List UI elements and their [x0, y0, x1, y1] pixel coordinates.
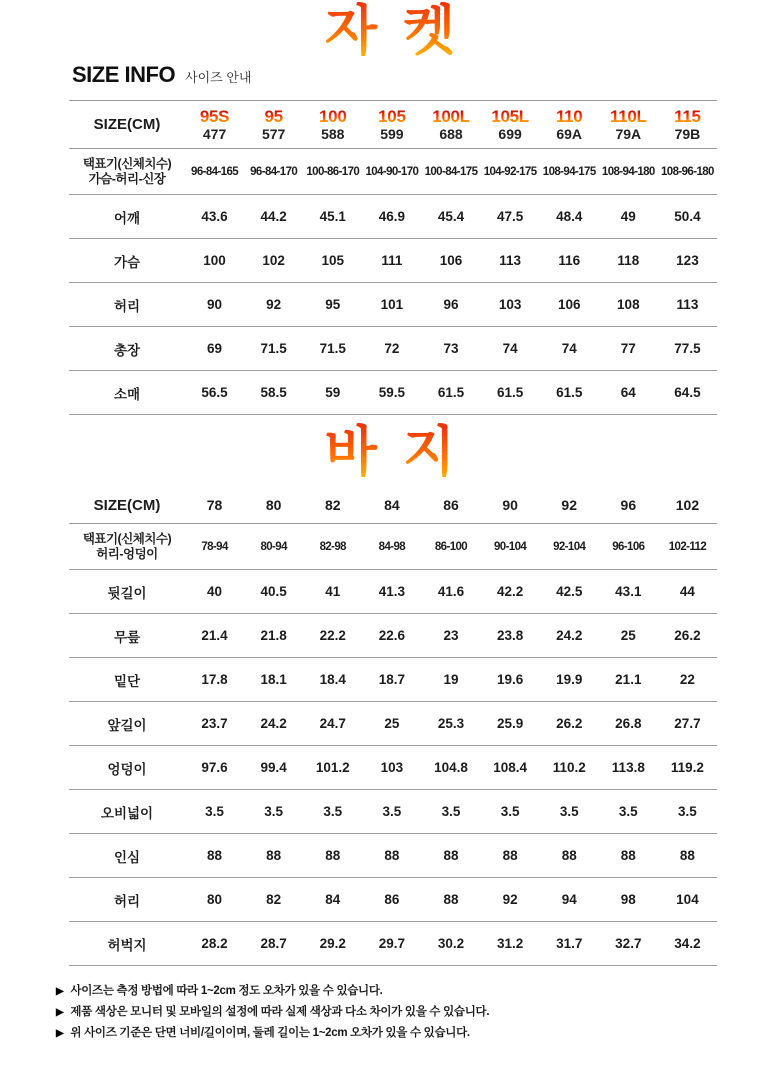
size-value-cell: 49: [620, 209, 636, 225]
size-value-cell: 100: [203, 253, 226, 269]
row-label: [69, 570, 185, 614]
table-row: [69, 702, 717, 746]
size-value-cell: 46.9: [378, 209, 406, 225]
size-column-header: [540, 101, 599, 149]
row-label-line: 택표기(신체치수): [82, 531, 172, 546]
size-value-cell: 100-86-170: [306, 165, 360, 178]
triangle-bullet-icon: ▶: [56, 1007, 64, 1019]
size-value-cell: 31.7: [556, 936, 583, 952]
size-value-cell: 26.2: [674, 628, 701, 644]
size-column-header: [244, 101, 303, 149]
row-label-line: 허리-엉덩이: [96, 546, 158, 561]
size-value-cell: 108: [617, 297, 640, 313]
size-value-cell: 69: [207, 341, 223, 357]
footnote-text: 위 사이즈 기준은 단면 너비/길이이며, 둘레 길이는 1~2cm 오차가 있을 수 있습니다.: [70, 1027, 470, 1040]
size-value-cell: 71.5: [319, 341, 346, 357]
size-column-header: [658, 488, 717, 524]
footnote-item: [56, 1002, 780, 1023]
size-value-cell: 123: [676, 253, 699, 269]
row-label: [69, 922, 185, 966]
size-value-cell: 104: [676, 892, 699, 908]
size-value-cell: 104.8: [434, 760, 468, 776]
table-row: [69, 658, 717, 702]
size-value-cell: 90-104: [493, 540, 527, 553]
size-value-cell: 103: [498, 297, 522, 313]
size-value-cell: 29.7: [378, 936, 406, 952]
size-value-cell: 88: [266, 848, 282, 864]
size-value-cell: 48.4: [556, 209, 583, 225]
size-value-cell: 73: [443, 341, 459, 357]
size-value-cell: 108-94-180: [601, 165, 655, 178]
size-value-cell: 45.1: [319, 209, 346, 225]
size-value-cell: 119.2: [670, 760, 704, 776]
size-value-cell: 23: [443, 628, 459, 644]
row-label: [69, 195, 185, 239]
size-value-cell: 88: [561, 848, 577, 864]
size-value-cell: 64: [620, 385, 636, 401]
size-value-cell: 47.5: [496, 209, 524, 225]
row-label-line: 가슴-허리-신장: [88, 171, 166, 186]
size-name: 102: [675, 497, 700, 514]
size-value-cell: 88: [443, 892, 459, 908]
size-column-header: [658, 101, 717, 149]
size-value-cell: 43.1: [615, 584, 642, 600]
size-value-cell: 3.5: [559, 804, 579, 820]
size-header-row: [69, 101, 717, 149]
size-value-cell: 22.6: [378, 628, 406, 644]
size-code: 699: [498, 125, 522, 142]
size-value-cell: 86: [384, 892, 400, 908]
size-cm-label: SIZE(CM): [93, 116, 161, 134]
size-value-cell: 116: [558, 253, 581, 269]
table-row: [69, 922, 717, 966]
size-value-cell: 58.5: [260, 385, 287, 401]
size-name: 82: [324, 497, 341, 514]
size-code: 577: [261, 125, 286, 142]
size-value-cell: 43.6: [201, 209, 228, 225]
size-value-cell: 24.2: [260, 716, 287, 732]
size-value-cell: 102: [262, 253, 285, 269]
size-value-cell: 86-100: [434, 540, 468, 553]
size-value-cell: 21.1: [615, 672, 642, 688]
size-value-cell: 78-94: [201, 540, 228, 553]
triangle-bullet-icon: ▶: [56, 986, 64, 998]
size-value-cell: 25: [620, 628, 636, 644]
size-column-header: [244, 488, 303, 524]
size-code: 69A: [556, 125, 583, 142]
row-label-line: 허리: [113, 893, 141, 909]
size-value-cell: 100-84-175: [424, 165, 478, 178]
size-value-cell: 61.5: [496, 385, 524, 401]
size-value-cell: 41.3: [378, 584, 406, 600]
size-value-cell: 113: [676, 297, 699, 313]
size-value-cell: 61.5: [437, 385, 465, 401]
size-value-cell: 80: [207, 892, 223, 908]
row-label-line: 택표기(신체치수): [82, 156, 172, 171]
size-value-cell: 19: [443, 672, 459, 688]
size-value-cell: 26.2: [556, 716, 583, 732]
size-name: 95: [245, 108, 302, 126]
size-value-cell: 50.4: [674, 209, 701, 225]
size-value-cell: 3.5: [678, 804, 697, 820]
size-value-cell: 24.7: [319, 716, 346, 732]
size-code: 588: [321, 125, 345, 142]
size-value-cell: 96-106: [612, 540, 645, 553]
footnote-text: 사이즈는 측정 방법에 따라 1~2cm 정도 오차가 있을 수 있습니다.: [70, 985, 383, 998]
size-value-cell: 21.8: [260, 628, 287, 644]
footnote-item: [56, 981, 780, 1002]
size-value-cell: 88: [384, 848, 400, 864]
table-row: [69, 614, 717, 658]
size-column-header: [421, 488, 480, 524]
size-value-cell: 106: [557, 297, 581, 313]
size-value-cell: 45.4: [437, 209, 465, 225]
size-code: 477: [202, 125, 227, 142]
size-value-cell: 74: [561, 341, 577, 357]
row-label: [69, 149, 185, 195]
row-label: [69, 239, 185, 283]
size-value-cell: 113: [499, 253, 521, 269]
triangle-bullet-icon: ▶: [56, 1028, 64, 1040]
size-value-cell: 3.5: [441, 804, 461, 820]
size-value-cell: 3.5: [382, 804, 402, 820]
size-value-cell: 25.9: [496, 716, 524, 732]
size-column-header: [481, 488, 540, 524]
size-value-cell: 19.9: [556, 672, 583, 688]
table-row: [69, 371, 717, 415]
size-value-cell: 42.2: [496, 584, 524, 600]
size-value-cell: 108.4: [493, 760, 527, 776]
size-value-cell: 21.4: [201, 628, 228, 644]
size-value-cell: 88: [679, 848, 695, 864]
size-name: 80: [265, 497, 282, 514]
size-value-cell: 28.2: [201, 936, 228, 952]
footnote-item: [56, 1023, 780, 1044]
size-value-cell: 88: [325, 848, 341, 864]
size-column-header: [303, 488, 362, 524]
size-column-header: [421, 101, 480, 149]
row-label-line: 허벅지: [107, 937, 147, 953]
size-name: 78: [206, 497, 223, 514]
footnote-text: 제품 색상은 모니터 및 모바일의 설정에 따라 실제 색상과 다소 차이가 있을 수 있습니다.: [70, 1006, 490, 1019]
size-value-cell: 24.2: [556, 628, 583, 644]
size-value-cell: 96-84-170: [250, 165, 298, 178]
size-value-cell: 118: [617, 253, 640, 269]
size-name: 115: [659, 108, 716, 126]
size-value-cell: 25: [384, 716, 400, 732]
row-label: [69, 327, 185, 371]
size-value-cell: 28.7: [260, 936, 287, 952]
size-value-cell: 18.7: [378, 672, 406, 688]
row-label-line: 어깨: [113, 210, 141, 226]
size-header-row: [69, 488, 717, 524]
size-code: 599: [380, 125, 404, 142]
size-value-cell: 92: [266, 297, 282, 313]
size-code: 79A: [615, 125, 642, 142]
size-value-cell: 40: [207, 584, 223, 600]
size-value-cell: 27.7: [674, 716, 701, 732]
size-value-cell: 74: [502, 341, 518, 357]
size-column-header: [362, 101, 421, 149]
size-value-cell: 30.2: [437, 936, 465, 952]
size-value-cell: 96-84-165: [191, 165, 239, 178]
size-value-cell: 99.4: [260, 760, 287, 776]
size-value-cell: 84: [325, 892, 341, 908]
size-value-cell: 88: [207, 848, 223, 864]
size-value-cell: 23.8: [496, 628, 524, 644]
size-name: 95S: [186, 108, 243, 126]
pants-title: 바지: [0, 423, 780, 481]
size-value-cell: 92: [502, 892, 518, 908]
table-row: [69, 149, 717, 195]
size-value-cell: 104-92-175: [483, 165, 537, 178]
size-value-cell: 111: [381, 253, 403, 269]
size-value-cell: 104-90-170: [365, 165, 419, 178]
table-row: [69, 790, 717, 834]
size-value-cell: 44.2: [260, 209, 287, 225]
size-value-cell: 106: [439, 253, 463, 269]
row-label-line: 오비넓이: [100, 805, 154, 821]
row-label: [69, 702, 185, 746]
size-value-cell: 110.2: [552, 760, 586, 776]
size-value-cell: 59.5: [378, 385, 406, 401]
size-value-cell: 82-98: [319, 540, 346, 553]
size-value-cell: 42.5: [556, 584, 583, 600]
size-name: 96: [620, 497, 637, 514]
size-name: 110: [541, 108, 598, 126]
size-column-header: [599, 488, 658, 524]
size-value-cell: 98: [620, 892, 636, 908]
size-value-cell: 34.2: [674, 936, 701, 952]
size-column-header: [362, 488, 421, 524]
size-value-cell: 77: [620, 341, 636, 357]
size-cm-label: SIZE(CM): [93, 496, 161, 514]
size-value-cell: 3.5: [500, 804, 520, 820]
size-value-cell: 102-112: [668, 540, 707, 553]
size-value-cell: 41: [325, 584, 341, 600]
size-value-cell: 97.6: [201, 760, 228, 776]
size-info-sublabel: 사이즈 안내: [185, 70, 252, 86]
row-label: [69, 790, 185, 834]
size-value-cell: 105: [321, 253, 345, 269]
size-name: 105: [363, 108, 420, 126]
size-value-cell: 88: [443, 848, 459, 864]
row-label: [69, 524, 185, 570]
size-value-cell: 96: [443, 297, 459, 313]
table-row: [69, 834, 717, 878]
row-label-line: 총장: [113, 342, 141, 358]
table-row: [69, 570, 717, 614]
row-label: [69, 283, 185, 327]
table-row: [69, 239, 717, 283]
jacket-title: 자켓: [0, 0, 780, 60]
size-column-header: [540, 488, 599, 524]
size-value-cell: 95: [325, 297, 341, 313]
table-row: [69, 524, 717, 570]
row-label-line: 엉덩이: [107, 761, 147, 777]
row-label-line: 밑단: [113, 673, 141, 689]
size-info-label: SIZE INFO: [72, 62, 176, 88]
row-label-line: 뒷길이: [107, 585, 147, 601]
size-value-cell: 94: [561, 892, 577, 908]
row-label-line: 앞길이: [107, 717, 147, 733]
size-value-cell: 103: [380, 760, 404, 776]
size-value-cell: 3.5: [205, 804, 224, 820]
size-value-cell: 29.2: [319, 936, 346, 952]
size-value-cell: 3.5: [323, 804, 343, 820]
size-value-cell: 113.8: [611, 760, 645, 776]
size-value-cell: 18.4: [319, 672, 346, 688]
size-name: 100L: [422, 108, 479, 126]
size-value-cell: 92-104: [553, 540, 586, 553]
table-row: [69, 195, 717, 239]
size-column-header: [481, 101, 540, 149]
size-value-cell: 32.7: [615, 936, 642, 952]
row-label-line: 소매: [113, 386, 141, 402]
size-value-cell: 40.5: [260, 584, 287, 600]
table-row: [69, 283, 717, 327]
row-label: [69, 371, 185, 415]
row-label-line: 가슴: [113, 254, 141, 270]
size-column-header: [303, 101, 362, 149]
size-value-cell: 18.1: [260, 672, 287, 688]
size-name: 105L: [482, 108, 539, 126]
row-label: [69, 614, 185, 658]
row-label: [69, 834, 185, 878]
size-value-cell: 22: [679, 672, 695, 688]
size-value-cell: 23.7: [201, 716, 228, 732]
size-value-cell: 82: [266, 892, 282, 908]
size-value-cell: 17.8: [201, 672, 228, 688]
size-value-cell: 59: [325, 385, 341, 401]
size-value-cell: 88: [620, 848, 636, 864]
size-value-cell: 90: [207, 297, 223, 313]
size-value-cell: 31.2: [496, 936, 524, 952]
table-row: [69, 327, 717, 371]
size-value-cell: 101.2: [315, 760, 350, 776]
size-value-cell: 19.6: [496, 672, 524, 688]
size-value-cell: 108-94-175: [542, 165, 596, 178]
size-value-cell: 22.2: [319, 628, 346, 644]
size-value-cell: 101: [380, 297, 404, 313]
row-label-line: 무릎: [113, 629, 141, 645]
size-value-cell: 77.5: [674, 341, 701, 357]
size-value-cell: 80-94: [260, 540, 287, 553]
table-row: [69, 878, 717, 922]
size-value-cell: 41.6: [437, 584, 465, 600]
size-name: 92: [561, 497, 577, 514]
size-value-cell: 84-98: [378, 540, 406, 553]
row-label: [69, 746, 185, 790]
size-value-cell: 61.5: [556, 385, 583, 401]
size-code: 79B: [674, 125, 701, 142]
size-value-cell: 88: [502, 848, 518, 864]
footnotes: [56, 981, 780, 1044]
size-info-heading: [72, 62, 780, 88]
size-column-header: [185, 488, 244, 524]
row-label: [69, 878, 185, 922]
size-value-cell: 3.5: [618, 804, 638, 820]
size-value-cell: 56.5: [201, 385, 228, 401]
size-value-cell: 64.5: [674, 385, 701, 401]
size-value-cell: 25.3: [437, 716, 465, 732]
size-value-cell: 44: [679, 584, 695, 600]
size-column-header: [599, 101, 658, 149]
size-name: 100: [304, 108, 361, 126]
size-code: 688: [439, 125, 463, 142]
size-value-cell: 72: [384, 341, 400, 357]
table-row: [69, 746, 717, 790]
row-label-line: 인심: [113, 849, 141, 865]
pants-size-table: [69, 488, 717, 967]
size-name: 90: [502, 497, 518, 514]
size-value-cell: 26.8: [615, 716, 642, 732]
row-label: [69, 658, 185, 702]
jacket-size-table: [69, 100, 717, 415]
size-name: 84: [384, 497, 400, 514]
size-column-header: [185, 101, 244, 149]
size-value-cell: 71.5: [260, 341, 287, 357]
size-name: 110L: [600, 108, 657, 126]
size-value-cell: 108-96-180: [661, 165, 714, 178]
row-label-line: 허리: [113, 298, 141, 314]
size-name: 86: [443, 497, 459, 514]
size-value-cell: 3.5: [264, 804, 284, 820]
